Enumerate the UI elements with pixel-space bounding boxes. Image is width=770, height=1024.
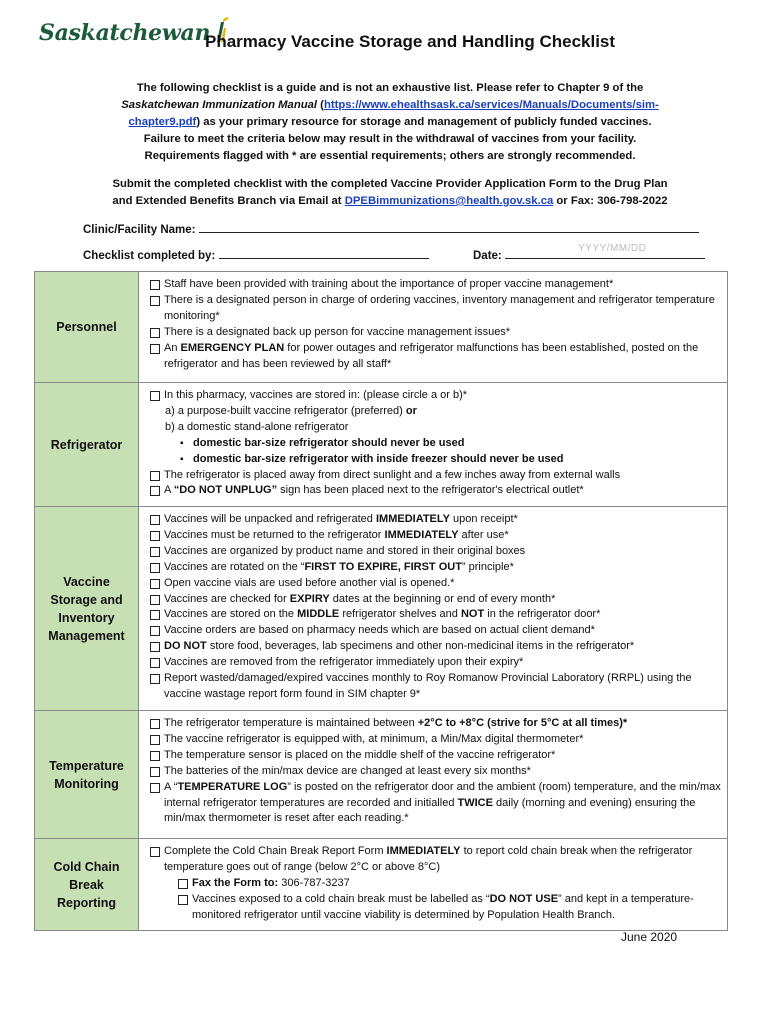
checkbox[interactable] (150, 751, 160, 761)
checklist-item: There is a designated person in charge of ordering vaccines, inventory management and refrigerator temperature monitoring* (150, 293, 721, 325)
logo-text: Saskatchewan (39, 20, 211, 46)
checkbox[interactable] (150, 486, 160, 496)
checkbox[interactable] (150, 847, 160, 857)
checkbox[interactable] (150, 280, 160, 290)
manual-name: Saskatchewan Immunization Manual (121, 99, 318, 111)
checkbox[interactable] (150, 674, 160, 684)
option-a: a) a purpose-built vaccine refrigerator (preferred) or (165, 404, 417, 417)
checklist-item: A “DO NOT UNPLUG” sign has been placed next to the refrigerator's electrical outlet* (150, 483, 721, 499)
checklist-item: Staff have been provided with training about the importance of proper vaccine management* (150, 277, 721, 293)
checklist-table (34, 271, 728, 931)
checkbox[interactable] (150, 719, 160, 729)
checklist-item: A “TEMPERATURE LOG” is posted on the refrigerator door and the ambient (room) temperature, and the min/max internal refrigerator temperatures are recorded and initialled TWICE daily (morning and evening) ensuring the min/max thermometer is reset after each reading.* (150, 780, 721, 828)
intro-line-1: The following checklist is a guide and is not an exhaustive list. Please refer to Chapter 9 of the (136, 82, 644, 94)
checklist-item: Open vaccine vials are used before another vial is opened.* (150, 576, 721, 592)
checklist-item: In this pharmacy, vaccines are stored in: (please circle a or b)* (150, 388, 721, 404)
section-label-coldchain: Cold Chain Break Reporting (35, 839, 139, 930)
checklist-item: The refrigerator is placed away from direct sunlight and a few inches away from external walls (150, 468, 721, 484)
checkbox[interactable] (150, 642, 160, 652)
checklist-item: Report wasted/damaged/expired vaccines monthly to Roy Romanow Provincial Laboratory (RRPL) using the vaccine wastage report form found in SIM chapter 9* (150, 671, 721, 703)
checkbox[interactable] (150, 531, 160, 541)
checklist-item: Vaccines are rotated on the “FIRST TO EXPIRE, FIRST OUT” principle* (150, 560, 721, 576)
checkbox[interactable] (150, 626, 160, 636)
checkbox[interactable] (150, 391, 160, 401)
checkbox[interactable] (150, 783, 160, 793)
checklist-by-row (83, 246, 429, 262)
checklist-item: The batteries of the min/max device are changed at least every six months* (150, 764, 721, 780)
section-label-refrigerator: Refrigerator (35, 383, 139, 506)
checklist-item: The refrigerator temperature is maintained between +2°C to +8°C (strive for 5°C at all times)* (150, 716, 721, 732)
checkbox[interactable] (178, 879, 188, 889)
intro-line-3: Failure to meet the criteria below may result in the withdrawal of vaccines from your facility. (143, 133, 637, 145)
checklist-subitem: Vaccines exposed to a cold chain break must be labelled as “DO NOT USE” and kept in a temperature-monitored refrigerator until vaccine viability is determined by Population Health Branch. (150, 892, 721, 924)
clinic-name-field[interactable] (199, 220, 699, 233)
section-refrigerator (35, 383, 727, 507)
page-title: Pharmacy Vaccine Storage and Handling Checklist (205, 32, 616, 51)
checkbox[interactable] (150, 658, 160, 668)
checklist-subitem: Fax the Form to: 306-787-3237 (150, 876, 721, 892)
date-label: Date: (473, 250, 502, 262)
checklist-item: DO NOT store food, beverages, lab specimens and other non-medicinal items in the refrigerator* (150, 639, 721, 655)
checkbox[interactable] (150, 515, 160, 525)
checklist-item: There is a designated back up person for vaccine management issues* (150, 325, 721, 341)
date-placeholder: YYYY/MM/DD (578, 243, 647, 254)
saskatchewan-logo (39, 20, 230, 46)
checklist-item: An EMERGENCY PLAN for power outages and refrigerator malfunctions has been established, posted on the refrigerator and has been reviewed by all staff* (150, 341, 721, 373)
submit-line-2: and Extended Benefits Branch via Email at (112, 195, 342, 207)
footer-date: June 2020 (621, 930, 678, 944)
checklist-item: The vaccine refrigerator is equipped with, at minimum, a Min/Max digital thermometer* (150, 732, 721, 748)
option-b: b) a domestic stand-alone refrigerator (165, 420, 349, 433)
manual-link-2[interactable]: chapter9.pdf (128, 116, 197, 128)
checkbox[interactable] (150, 471, 160, 481)
section-label-personnel: Personnel (35, 272, 139, 382)
checkbox[interactable] (150, 579, 160, 589)
checklist-item: The temperature sensor is placed on the middle shelf of the vaccine refrigerator* (150, 748, 721, 764)
intro-line-4: Requirements flagged with * are essential requirements; others are strongly recommended. (144, 150, 636, 162)
clinic-label: Clinic/Facility Name: (83, 224, 196, 236)
section-temperature (35, 711, 727, 839)
checklist-item: Vaccines are removed from the refrigerator immediately upon their expiry* (150, 655, 721, 671)
checkbox[interactable] (150, 595, 160, 605)
bullet-item: ▪ domestic bar-size refrigerator should never be used (150, 436, 721, 452)
section-storage (35, 507, 727, 711)
bullet-item: ▪ domestic bar-size refrigerator with inside freezer should never be used (150, 452, 721, 468)
checklist-item: Vaccines are organized by product name and stored in their original boxes (150, 544, 721, 560)
checkbox[interactable] (150, 296, 160, 306)
submit-fax: or Fax: 306-798-2022 (556, 195, 668, 207)
section-label-temperature: Temperature Monitoring (35, 711, 139, 838)
checklist-by-label: Checklist completed by: (83, 250, 216, 262)
checkbox[interactable] (150, 735, 160, 745)
submit-instructions (70, 176, 710, 210)
intro-line-2: as your primary resource for storage and management of publicly funded vaccines. (203, 116, 652, 128)
checkbox[interactable] (150, 563, 160, 573)
intro-paragraph: The following checklist is a guide and is not an exhaustive list. Please refer to Chapter 9 of the Saskatchewan Immunization Manual (https://www.ehealthsask.ca/services/Manuals/Documents/sim- chapter9.pdf) as your primary resource for storage and management of publicly funded vaccines. Failure to meet the criteria below may result in the withdrawal of vaccines from your facility. Requirements flagged with * are essential requirements; others are strongly recommended. (70, 80, 710, 165)
checklist-item: Vaccines will be unpacked and refrigerated IMMEDIATELY upon receipt* (150, 512, 721, 528)
manual-link-1[interactable]: https://www.ehealthsask.ca/services/Manuals/Documents/sim- (323, 99, 659, 111)
checkbox[interactable] (178, 895, 188, 905)
checklist-item: Vaccines are stored on the MIDDLE refrigerator shelves and NOT in the refrigerator door* (150, 607, 721, 623)
checkbox[interactable] (150, 328, 160, 338)
section-coldchain (35, 839, 727, 930)
submit-line-1: Submit the completed checklist with the completed Vaccine Provider Application Form to the Drug Plan (112, 178, 668, 190)
checkbox[interactable] (150, 547, 160, 557)
checkbox[interactable] (150, 610, 160, 620)
checklist-item: Complete the Cold Chain Break Report Form IMMEDIATELY to report cold chain break when the refrigerator temperature goes out of range (below 2°C or above 8°C) (150, 844, 721, 876)
submit-email-link[interactable]: DPEBimmunizations@health.gov.sk.ca (344, 195, 554, 207)
section-personnel (35, 272, 727, 383)
checkbox[interactable] (150, 344, 160, 354)
checklist-item: Vaccines are checked for EXPIRY dates at the beginning or end of every month* (150, 592, 721, 608)
checklist-item: Vaccine orders are based on pharmacy needs which are based on actual client demand* (150, 623, 721, 639)
clinic-row (83, 220, 699, 236)
checklist-item: Vaccines must be returned to the refrigerator IMMEDIATELY after use* (150, 528, 721, 544)
section-label-storage: Vaccine Storage and Inventory Management (35, 507, 139, 710)
checkbox[interactable] (150, 767, 160, 777)
checklist-by-field[interactable] (219, 246, 429, 259)
